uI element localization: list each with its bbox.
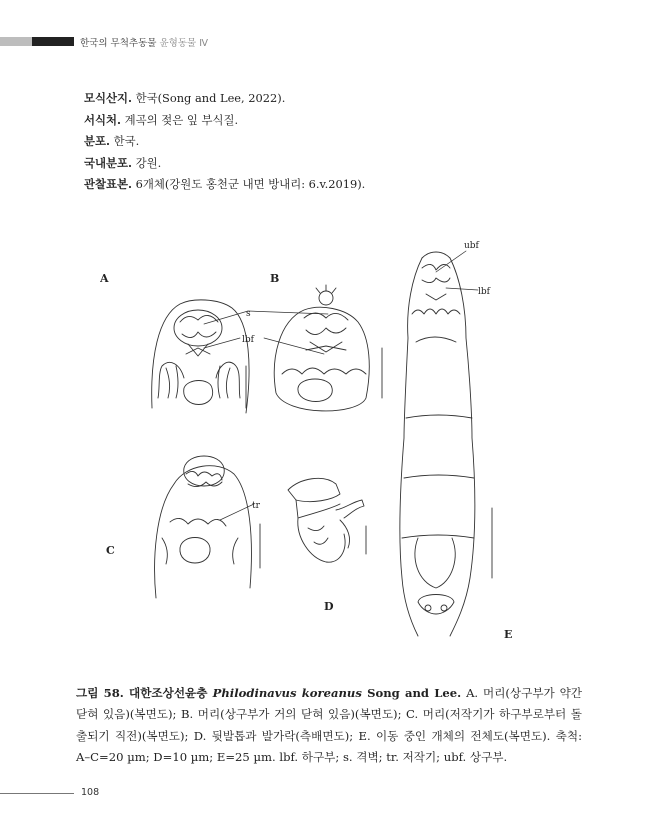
- footer-rule: [0, 793, 74, 794]
- panel-label-a: A: [100, 272, 109, 285]
- figure-caption: [76, 683, 582, 769]
- detail-type-locality: 모식산지. 한국(Song and Lee, 2022).: [84, 91, 286, 105]
- page-number: 108: [81, 787, 100, 798]
- annotation-s: s: [246, 309, 251, 319]
- panel-label-d: D: [324, 600, 334, 613]
- annotation-tr: tr: [252, 501, 260, 511]
- caption-figure-number: 그림 58. 대한조상선윤충: [76, 686, 213, 700]
- panel-a-head-drawing: [152, 300, 249, 413]
- annotation-lbf-e: lbf: [478, 287, 490, 297]
- panel-label-b: B: [270, 272, 280, 285]
- caption-body: A. 머리(상구부가 약간 닫혀 있음)(복면도); B. 머리(상구부가 거의 닫혀 있음)(복면도); C. 머리(저작기가 하구부로부터 돌출되기 직전)(복면도); D. 뒷발톱과 발가락(측배면도); E. 이동 중인 개체의 전체도(복면도). 축척: A–C=20 µm; D=10 µm; E=25 µm. lbf. 하구부; s. 격벽; tr. 저작기; ubf. 상구부.: [76, 686, 582, 765]
- leader-lines: [204, 251, 478, 520]
- panel-d-foot-drawing: [288, 478, 366, 562]
- caption-authority: Song and Lee.: [361, 686, 462, 700]
- panel-b-head-drawing: [274, 285, 382, 411]
- running-header: [80, 35, 208, 49]
- header-bar-dark: [32, 37, 74, 46]
- header-bar-light: [0, 37, 32, 46]
- panel-c-head-drawing: [155, 456, 260, 598]
- panel-label-e: E: [504, 628, 513, 641]
- detail-habitat: 서식처. 계곡의 젖은 잎 부식질.: [84, 112, 239, 127]
- book-title: 한국의 무척추동물: [80, 38, 157, 49]
- panel-e-body-drawing: [400, 252, 492, 636]
- detail-domestic-distribution: 국내분포. 강원.: [84, 155, 162, 170]
- annotation-lbf-a: lbf: [242, 335, 254, 345]
- detail-distribution: 분포. 한국.: [84, 134, 140, 149]
- volume-title: 윤형동물 Ⅳ: [159, 38, 208, 49]
- figure-58-drawing: [100, 238, 550, 648]
- caption-species: Philodinavus koreanus: [212, 686, 362, 700]
- annotation-ubf: ubf: [464, 241, 479, 251]
- detail-material-examined: 관찰표본. 6개체(강원도 홍천군 내면 방내리: 6.v.2019).: [84, 177, 366, 192]
- panel-label-c: C: [106, 544, 115, 557]
- species-details: [84, 88, 365, 196]
